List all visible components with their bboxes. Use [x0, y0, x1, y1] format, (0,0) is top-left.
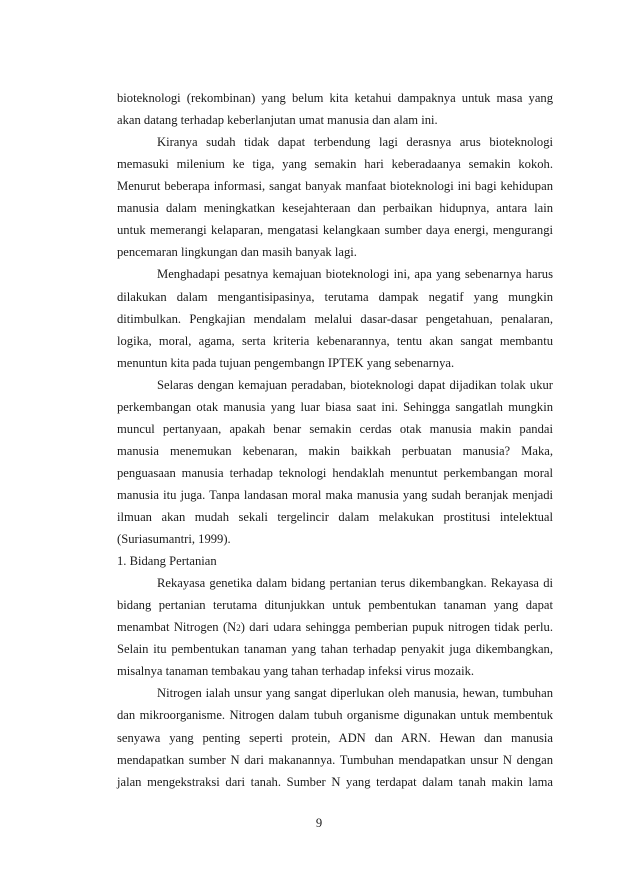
- text-line: Selaras dengan kemajuan peradaban, bioteknologi dapat dijadikan tolak ukur: [157, 377, 553, 392]
- subscript: 2: [236, 623, 241, 634]
- page-number: 9: [315, 816, 323, 830]
- text-line: misalnya tanaman tembakau yang tahan terhadap infeksi virus mozaik.: [117, 664, 475, 679]
- text-run: ) dari udara sehingga pemberian pupuk nitrogen tidak perlu.: [240, 620, 553, 635]
- text-line: ditimbulkan. Pengkajian mendalam melalui dasar-dasar pengetahuan, penalaran,: [117, 311, 553, 326]
- text-line: muncul pertanyaan, apakah benar semakin cerdas otak manusia makin pandai: [117, 421, 553, 436]
- text-line: [117, 616, 553, 638]
- text-line: mendapatkan sumber N dari makanannya. Tumbuhan mendapatkan unsur N dengan: [117, 752, 553, 767]
- text-run: menambat Nitrogen (N: [117, 620, 237, 635]
- text-line: bioteknologi (rekombinan) yang belum kita ketahui dampaknya untuk masa yang: [117, 91, 553, 105]
- text-line: menuntun kita pada tujuan pengembangn IPTEK yang sebenarnya.: [117, 355, 455, 370]
- text-line: untuk memerangi kelaparan, mengatasi kelangkaan sumber daya energi, mengurangi: [117, 223, 553, 238]
- text-line: Kiranya sudah tidak dapat terbendung lagi derasnya arus bioteknologi: [157, 135, 553, 150]
- text-line: (Suriasumantri, 1999).: [117, 532, 231, 546]
- text-line: Selain itu pembentukan tanaman yang tahan terhadap penyakit juga dikembangkan,: [117, 642, 553, 657]
- text-line: memasuki milenium ke tiga, yang semakin hari keberadaanya semakin kokoh.: [117, 157, 553, 172]
- text-line: penguasaan manusia terhadap teknologi hendaklah menuntut perkembangan moral: [117, 465, 553, 480]
- text-line: senyawa yang penting seperti protein, ADN dan ARN. Hewan dan manusia: [117, 730, 553, 745]
- text-line: manusia dalam meningkatkan kesejahteraan dan perbaikan hidupnya, antara lain: [117, 201, 553, 216]
- text-line: bidang pertanian terutama ditunjukkan untuk pembentukan tanaman yang dapat: [117, 598, 553, 613]
- text-line: akan datang terhadap keberlanjutan umat manusia dan alam ini.: [117, 113, 438, 127]
- text-line: Menghadapi pesatnya kemajuan bioteknologi ini, apa yang sebenarnya harus: [157, 267, 553, 282]
- text-line: jalan mengekstraksi dari tanah. Sumber N yang terdapat dalam tanah makin lama: [117, 774, 553, 789]
- text-line: dan mikroorganisme. Nitrogen dalam tubuh organisme digunakan untuk membentuk: [117, 708, 553, 723]
- text-line: ilmuan akan mudah sekali tergelincir dalam melakukan prostitusi intelektual: [117, 509, 553, 524]
- text-line: Nitrogen ialah unsur yang sangat diperlukan oleh manusia, hewan, tumbuhan: [157, 686, 553, 701]
- text-line: dilakukan dalam mengantisipasinya, terutama dampak negatif yang mungkin: [117, 289, 553, 304]
- text-line: Rekayasa genetika dalam bidang pertanian terus dikembangkan. Rekayasa di: [157, 576, 553, 591]
- text-line: 1. Bidang Pertanian: [117, 554, 217, 568]
- text-line: manusia menemukan kebenaran, makin baikkah perbuatan manusia? Maka,: [117, 443, 553, 458]
- text-line: perkembangan otak manusia yang luar biasa saat ini. Sehingga sangatlah mungkin: [117, 399, 553, 414]
- text-line: manusia itu juga. Tanpa landasan moral maka manusia yang sudah beranjak menjadi: [117, 487, 553, 502]
- text-line: logika, moral, agama, serta kriteria kebenarannya, tentu akan sangat membantu: [117, 333, 553, 348]
- text-line: pencemaran lingkungan dan masih banyak lagi.: [117, 245, 357, 260]
- text-line: Menurut beberapa informasi, sangat banyak manfaat bioteknologi ini bagi kehidupan: [117, 179, 553, 194]
